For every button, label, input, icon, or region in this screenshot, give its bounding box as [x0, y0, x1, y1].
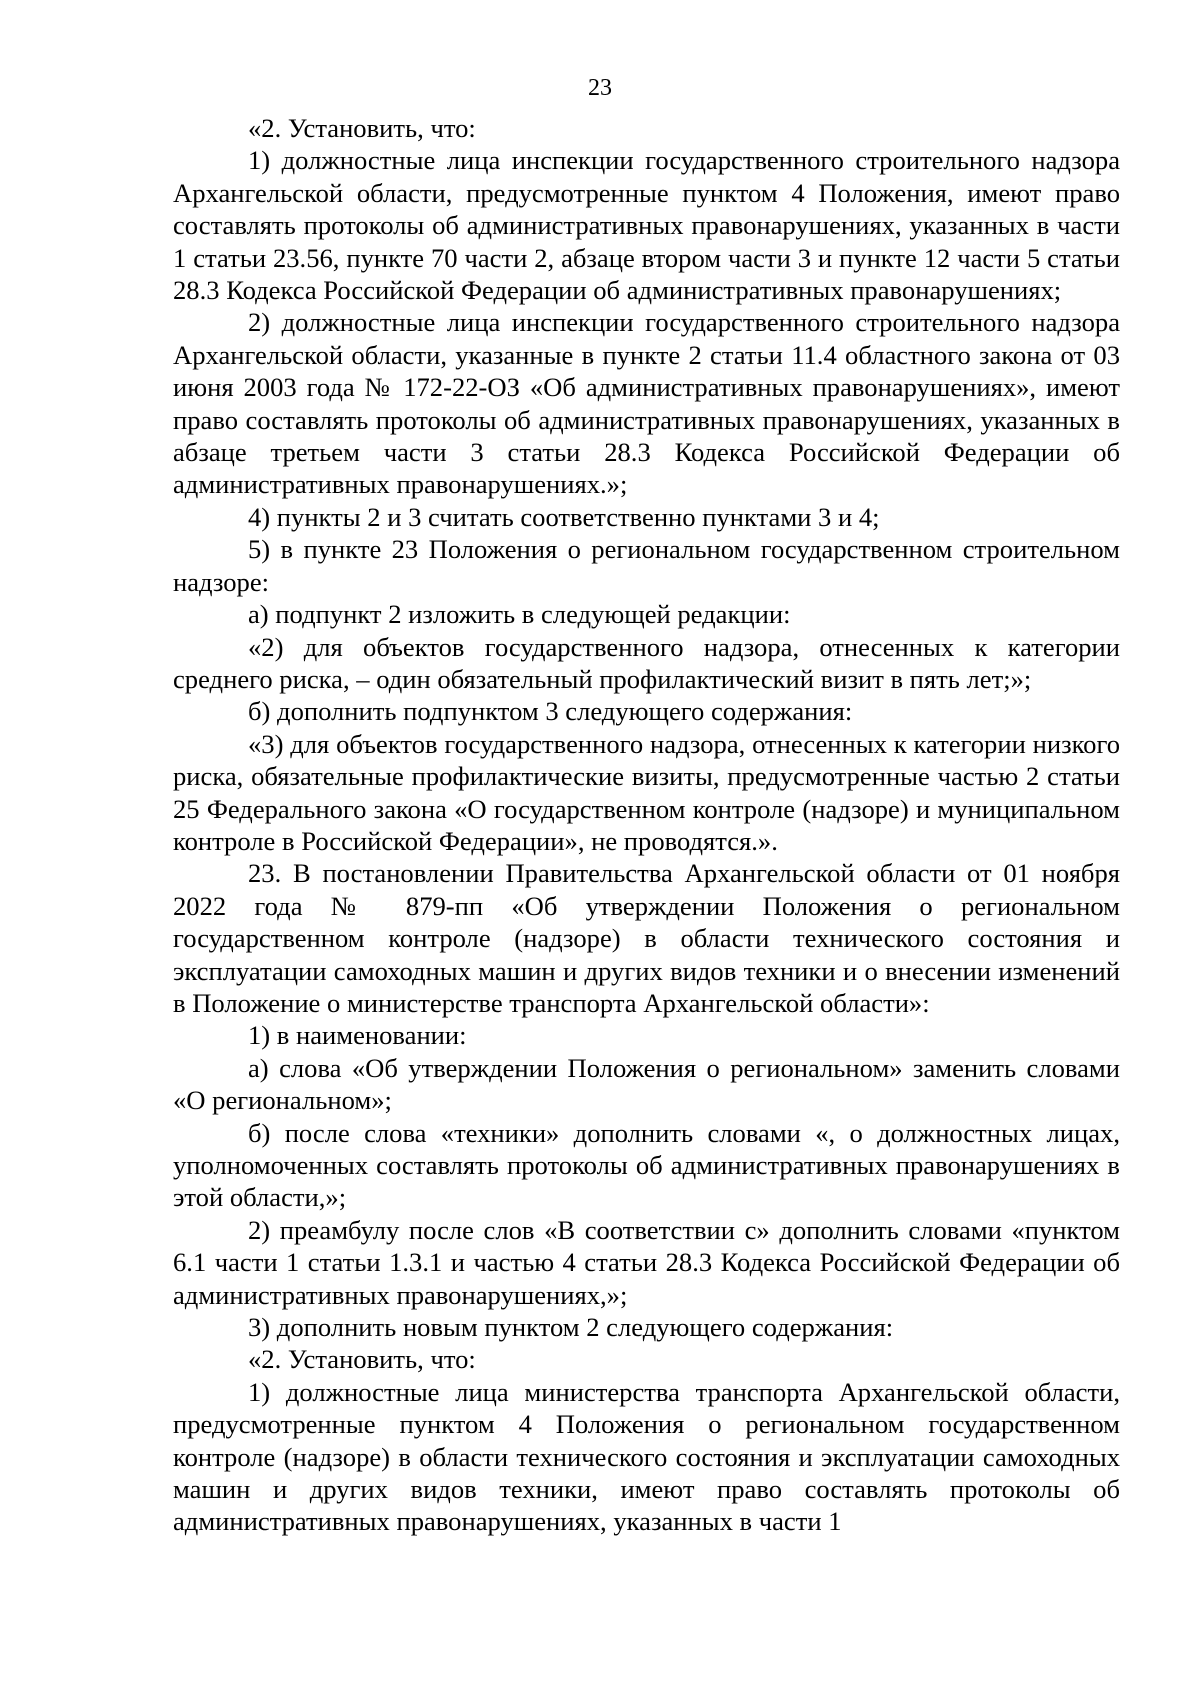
paragraph: «2. Установить, что: — [248, 113, 476, 143]
paragraph: 1) должностные лица инспекции государственного строительного надзора Архангельской области, предусмотренные пунктом 4 Положения, имеют право составлять протоколы об административных правонарушениях, указанных в части 1 статьи 23.56, пункте 70 части 2, абзаце втором части 3 и пункте 12 части 5 статьи 28.3 Кодекса Российской Федерации об административных правонарушениях; — [173, 145, 1120, 306]
paragraph: 23. В постановлении Правительства Архангельской области от 01 ноября 2022 года № 879-пп «Об утверждении Положения о региональном государственном контроле (надзоре) в области технического состояния и эксплуатации самоходных машин и других видов техники и о внесении изменений в Положение о министерстве транспорта Архангельской области»: — [173, 858, 1120, 1018]
paragraph: «2) для объектов государственного надзора, отнесенных к категории среднего риска, – один обязательный профилактический визит в пять лет;»; — [173, 631, 1120, 694]
paragraph: а) подпункт 2 изложить в следующей редакции: — [248, 599, 791, 630]
paragraph: 1) в наименовании: — [248, 1020, 467, 1051]
paragraph: а) слова «Об утверждении Положения о региональном» заменить словами «О региональном»; — [173, 1052, 1120, 1116]
paragraph: «3) для объектов государственного надзора, отнесенных к категории низкого риска, обязательные профилактические визиты, предусмотренные частью 2 статьи 25 Федерального закона «О государственном контроле (надзоре) и муниципальном контроле в Российской Федерации», не проводятся.». — [173, 728, 1120, 856]
document-body — [173, 112, 1120, 1538]
paragraph: 2) должностные лица инспекции государственного строительного надзора Архангельской области, указанные в пункте 2 статьи 11.4 областного закона от 03 июня 2003 года № 172-22-ОЗ «Об административных правонарушениях», имеют право составлять протоколы об административных правонарушениях, указанных в абзаце третьем части 3 статьи 28.3 Кодекса Российской Федерации об административных правонарушениях.»; — [173, 307, 1120, 500]
paragraph: 1) должностные лица министерства транспорта Архангельской области, предусмотренные пунктом 4 Положения о региональном государственном контроле (надзоре) в области технического состояния и эксплуатации самоходных машин и других видов техники, имеют право составлять протоколы об административных правонарушениях, указанных в части 1 — [173, 1376, 1120, 1537]
paragraph: 3) дополнить новым пунктом 2 следующего содержания: — [248, 1312, 894, 1343]
paragraph: 5) в пункте 23 Положения о региональном государственном строительном надзоре: — [173, 534, 1120, 597]
paragraph: 2) преамбулу после слов «В соответствии с» дополнить словами «пунктом 6.1 части 1 статьи 1.3.1 и частью 4 статьи 28.3 Кодекса Российской Федерации об административных правонарушениях,»; — [173, 1214, 1120, 1310]
paragraph: б) дополнить подпунктом 3 следующего содержания: — [248, 696, 853, 727]
paragraph: 4) пункты 2 и 3 считать соответственно пунктами 3 и 4; — [248, 501, 880, 532]
paragraph: б) после слова «техники» дополнить словами «, о должностных лицах, уполномоченных составлять протоколы об административных правонарушениях в этой области,»; — [173, 1117, 1120, 1213]
paragraph: «2. Установить, что: — [248, 1344, 476, 1375]
page-number: 23 — [588, 75, 612, 101]
